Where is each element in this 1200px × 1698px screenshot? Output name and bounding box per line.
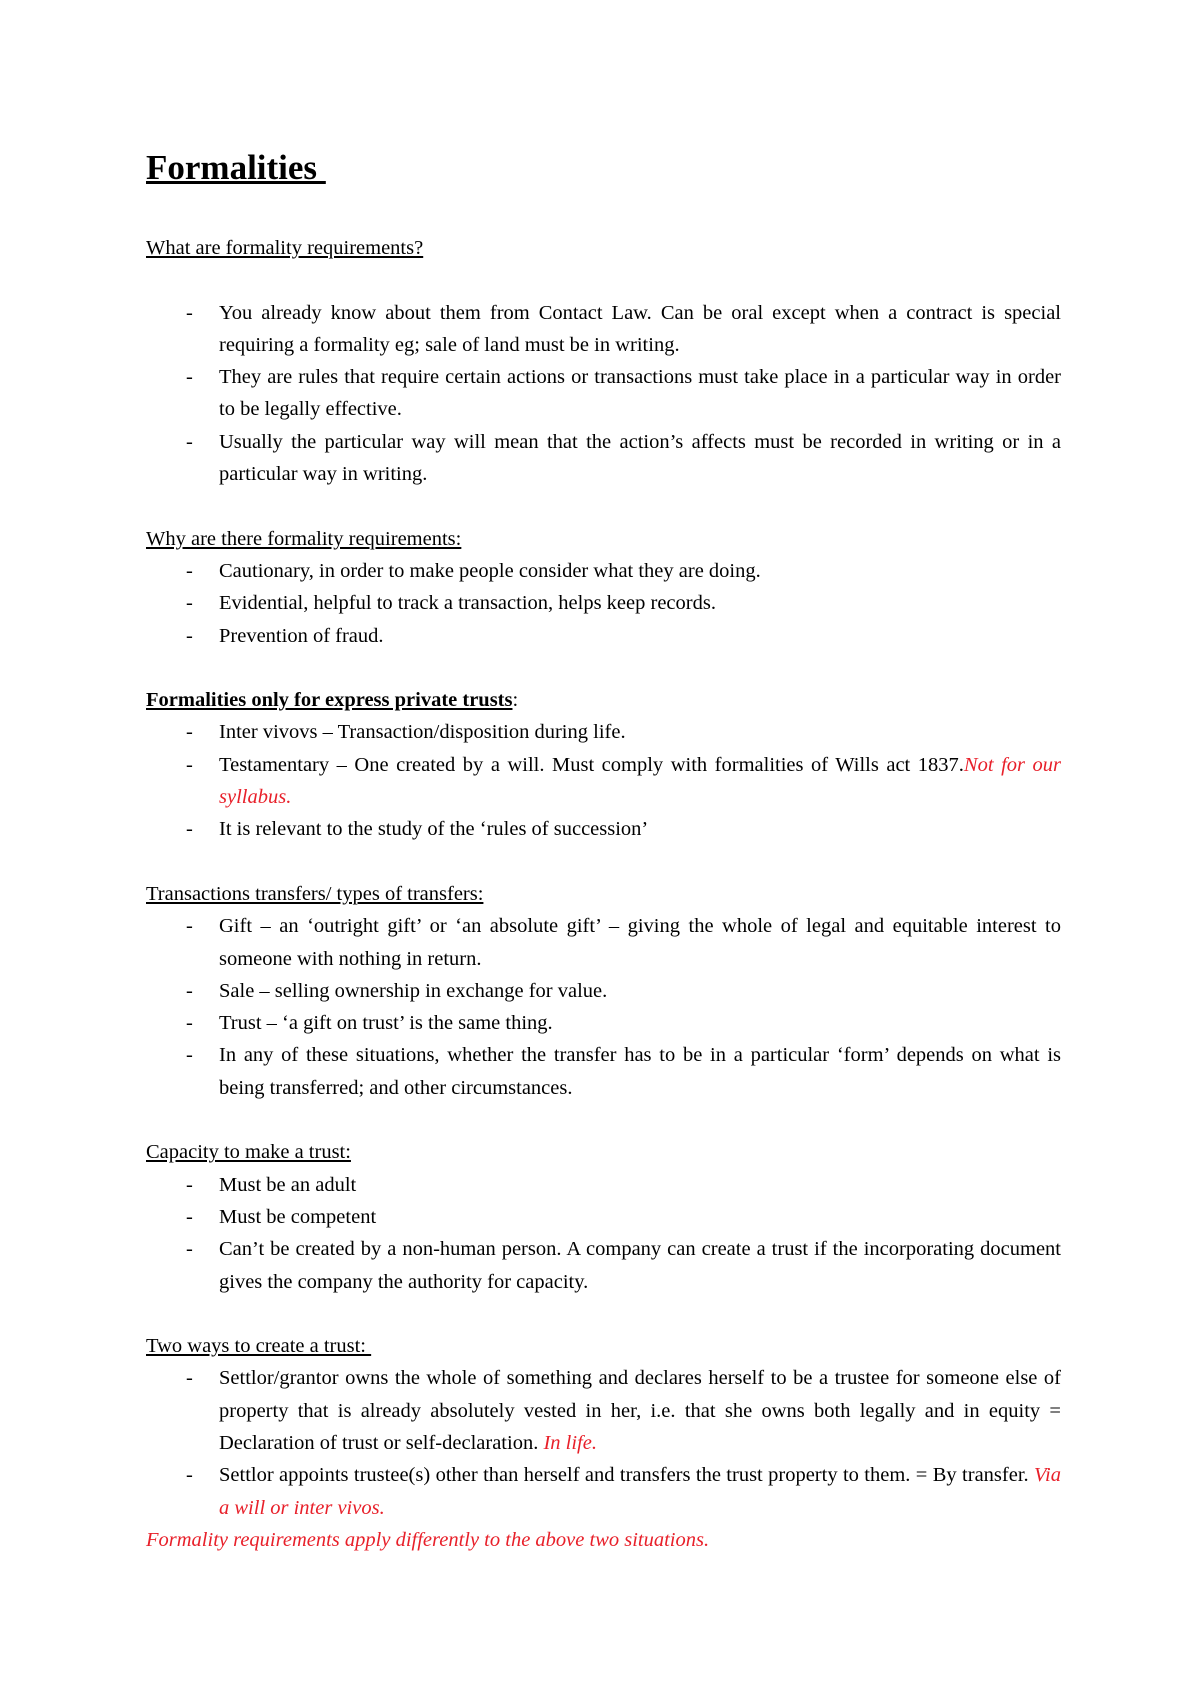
list-item-text: It is relevant to the study of the ‘rules of succession’ [219,818,649,841]
dash-bullet: - [186,979,193,1002]
spacer [146,1298,1061,1330]
section-heading-express-private-trusts: Formalities only for express private trusts [146,689,513,712]
list-types-of-transfers [146,910,1061,1104]
red-note: Via a will or inter vivos. [219,1464,1061,1519]
list-item [146,361,1061,426]
closing-note: Formality requirements apply differently to the above two situations. [146,1528,710,1551]
list-item [146,620,1061,652]
list-item [146,555,1061,587]
dash-bullet: - [186,753,193,776]
spacer [146,846,1061,878]
section-heading-two-ways: Two ways to create a trust: [146,1335,372,1358]
dash-bullet: - [186,430,193,453]
list-item-text: Must be an adult [219,1173,357,1196]
list-item-text: Inter vivovs – Transaction/disposition during life. [219,721,626,744]
list-item [146,910,1061,975]
list-item-text: You already know about them from Contact Law. Can be oral except when a contract is special requiring a formality eg; sale of land must be in writing. [219,301,1061,356]
list-item [146,1233,1061,1298]
list-capacity [146,1169,1061,1298]
list-item-text: Sale – selling ownership in exchange for value. [219,979,608,1002]
dash-bullet: - [186,1044,193,1067]
list-item [146,426,1061,491]
list-item-text: Cautionary, in order to make people consider what they are doing. [219,559,761,582]
list-item [146,1459,1061,1524]
dash-bullet: - [186,624,193,647]
list-item-text: Usually the particular way will mean that the action’s affects must be recorded in writing or in a particular way in writing. [219,430,1061,486]
list-express-private-trusts [146,716,1061,845]
list-item [146,1039,1061,1104]
list-item-text: Can’t be created by a non-human person. A company can create a trust if the incorporating document gives the company the authority for capacity. [219,1238,1061,1293]
list-item [146,1007,1061,1039]
red-note: Not for our syllabus. [219,753,1061,809]
list-why-formality-requirements [146,555,1061,652]
dash-bullet: - [186,559,193,582]
list-item [146,975,1061,1007]
dash-bullet: - [186,1464,193,1487]
dash-bullet: - [186,1173,193,1196]
list-item [146,813,1061,845]
dash-bullet: - [186,1367,193,1390]
spacer [146,652,1061,684]
list-item [146,716,1061,748]
dash-bullet: - [186,301,193,324]
list-item-text: Settlor/grantor owns the whole of something and declares herself to be a trustee for someone else of property that is already absolutely vested in her, i.e. that she owns both legally and in equity = Declaration of trust or self-declaration. [219,1367,1061,1454]
spacer [146,1104,1061,1136]
list-item-text: In any of these situations, whether the transfer has to be in a particular ‘form’ depends on what is being transferred; and other circumstances. [219,1044,1061,1099]
spacer [146,264,1061,296]
dash-bullet: - [186,1205,193,1228]
dash-bullet: - [186,592,193,615]
page-title: Formalities [146,148,326,187]
list-item-text: Trust – ‘a gift on trust’ is the same thing. [219,1012,553,1035]
document-body [146,232,1061,1556]
list-item-text: Evidential, helpful to track a transaction, helps keep records. [219,592,716,615]
section-heading-capacity: Capacity to make a trust: [146,1141,351,1164]
section-heading-why-formality-requirements: Why are there formality requirements: [146,527,462,550]
list-item [146,587,1061,619]
list-item [146,1201,1061,1233]
spacer [146,490,1061,522]
list-item-text: Testamentary – One created by a will. Must comply with formalities of Wills act 1837. [219,753,964,776]
list-item-text: Gift – an ‘outright gift’ or ‘an absolute gift’ – giving the whole of legal and equitable interest to someone with nothing in return. [219,915,1061,970]
list-item-text: They are rules that require certain actions or transactions must take place in a particular way in order to be legally effective. [219,366,1061,421]
dash-bullet: - [186,1012,193,1035]
dash-bullet: - [186,1238,193,1261]
section-heading-what-are-formality-requirements: What are formality requirements? [146,237,424,259]
list-item-text: Prevention of fraud. [219,624,384,647]
list-item-text: Must be competent [219,1205,377,1228]
heading-suffix: : [512,689,519,712]
list-two-ways [146,1362,1061,1523]
list-item [146,1169,1061,1201]
dash-bullet: - [186,915,193,938]
section-heading-types-of-transfers: Transactions transfers/ types of transfers: [146,882,484,905]
section-heading-row-express-private-trusts [146,684,1061,716]
list-item [146,749,1061,814]
list-item [146,297,1061,362]
dash-bullet: - [186,366,193,389]
dash-bullet: - [186,818,193,841]
list-item-text: Settlor appoints trustee(s) other than herself and transfers the trust property to them. = By transfer. [219,1464,1029,1487]
red-note: In life. [543,1431,597,1454]
list-what-are-formality-requirements [146,297,1061,491]
dash-bullet: - [186,721,193,744]
list-item [146,1362,1061,1459]
